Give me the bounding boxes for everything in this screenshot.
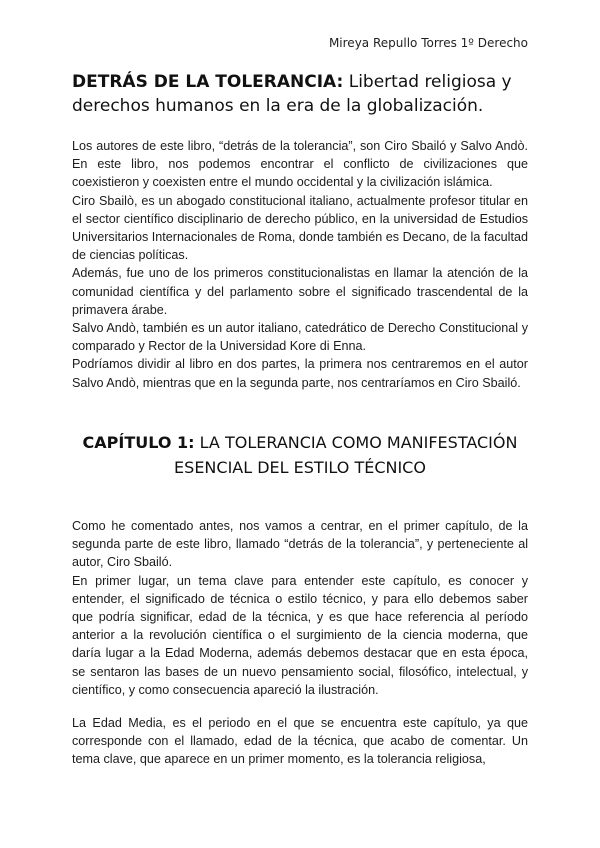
paragraph: Como he comentado antes, nos vamos a centrar, en el primer capítulo, de la segunda parte de este libro, llamado “detrás de la tolerancia”, y perteneciente al autor, Ciro Sbailó. (72, 519, 528, 570)
chapter-section (72, 517, 528, 699)
final-paragraph: La Edad Media, es el periodo en el que se encuentra este capítulo, ya que corresponde con el llamado, edad de la técnica, que acabo de comentar. Un tema clave, que aparece en un primer momento, es la tolerancia religiosa, (72, 716, 528, 767)
document-title-subtitle: Libertad religiosa y derechos humanos en la era de la globalización. (72, 72, 512, 116)
chapter-title: LA TOLERANCIA COMO MANIFESTACIÓN ESENCIAL DEL ESTILO TÉCNICO (174, 433, 518, 477)
chapter-heading (60, 430, 540, 480)
chapter-number: CAPÍTULO 1: (82, 433, 195, 452)
paragraph: Además, fue uno de los primeros constitucionalistas en llamar la atención de la comunidad científica y del parlamento sobre el significado trascendental de la primavera árabe. (72, 266, 528, 317)
paragraph: Los autores de este libro, “detrás de la tolerancia”, son Ciro Sbailó y Salvo Andò. En este libro, nos podemos encontrar el conflicto de civilizaciones que coexistieron y coexisten entre el mundo occidental y la civilización islámica. (72, 139, 528, 190)
paragraph: En primer lugar, un tema clave para entender este capítulo, es conocer y entender, el significado de técnica o estilo técnico, y para ello debemos saber que podría significar, edad de la técnica, y es que hace referencia al período anterior a la revolución científica o el surgimiento de la ciencia moderna, que daría lugar a la Edad Moderna, además debemos destacar que en esta época, se sentaron las bases de un nuevo pensamiento social, filosófico, intelectual, y científico, y como consecuencia apareció la ilustración. (72, 573, 528, 697)
document-title (72, 70, 532, 118)
paragraph: Ciro Sbailò, es un abogado constitucional italiano, actualmente profesor titular en el sector científico disciplinario de derecho público, en la universidad de Estudios Universitarios Internacionales de Roma, donde también es Decano, de la facultad de ciencias políticas. (72, 193, 528, 263)
document-title-bold: DETRÁS DE LA TOLERANCIA: (72, 72, 344, 92)
paragraph: Podríamos dividir al libro en dos partes, la primera nos centraremos en el autor Salvo Andò, mientras que en la segunda parte, nos centraríamos en Ciro Sbailó. (72, 357, 528, 390)
page-header: Mireya Repullo Torres 1º Derecho (328, 36, 528, 50)
intro-section (72, 137, 528, 392)
paragraph: Salvo Andò, también es un autor italiano, catedrático de Derecho Constitucional y comparado y Rector de la Universidad Kore di Enna. (72, 321, 528, 354)
